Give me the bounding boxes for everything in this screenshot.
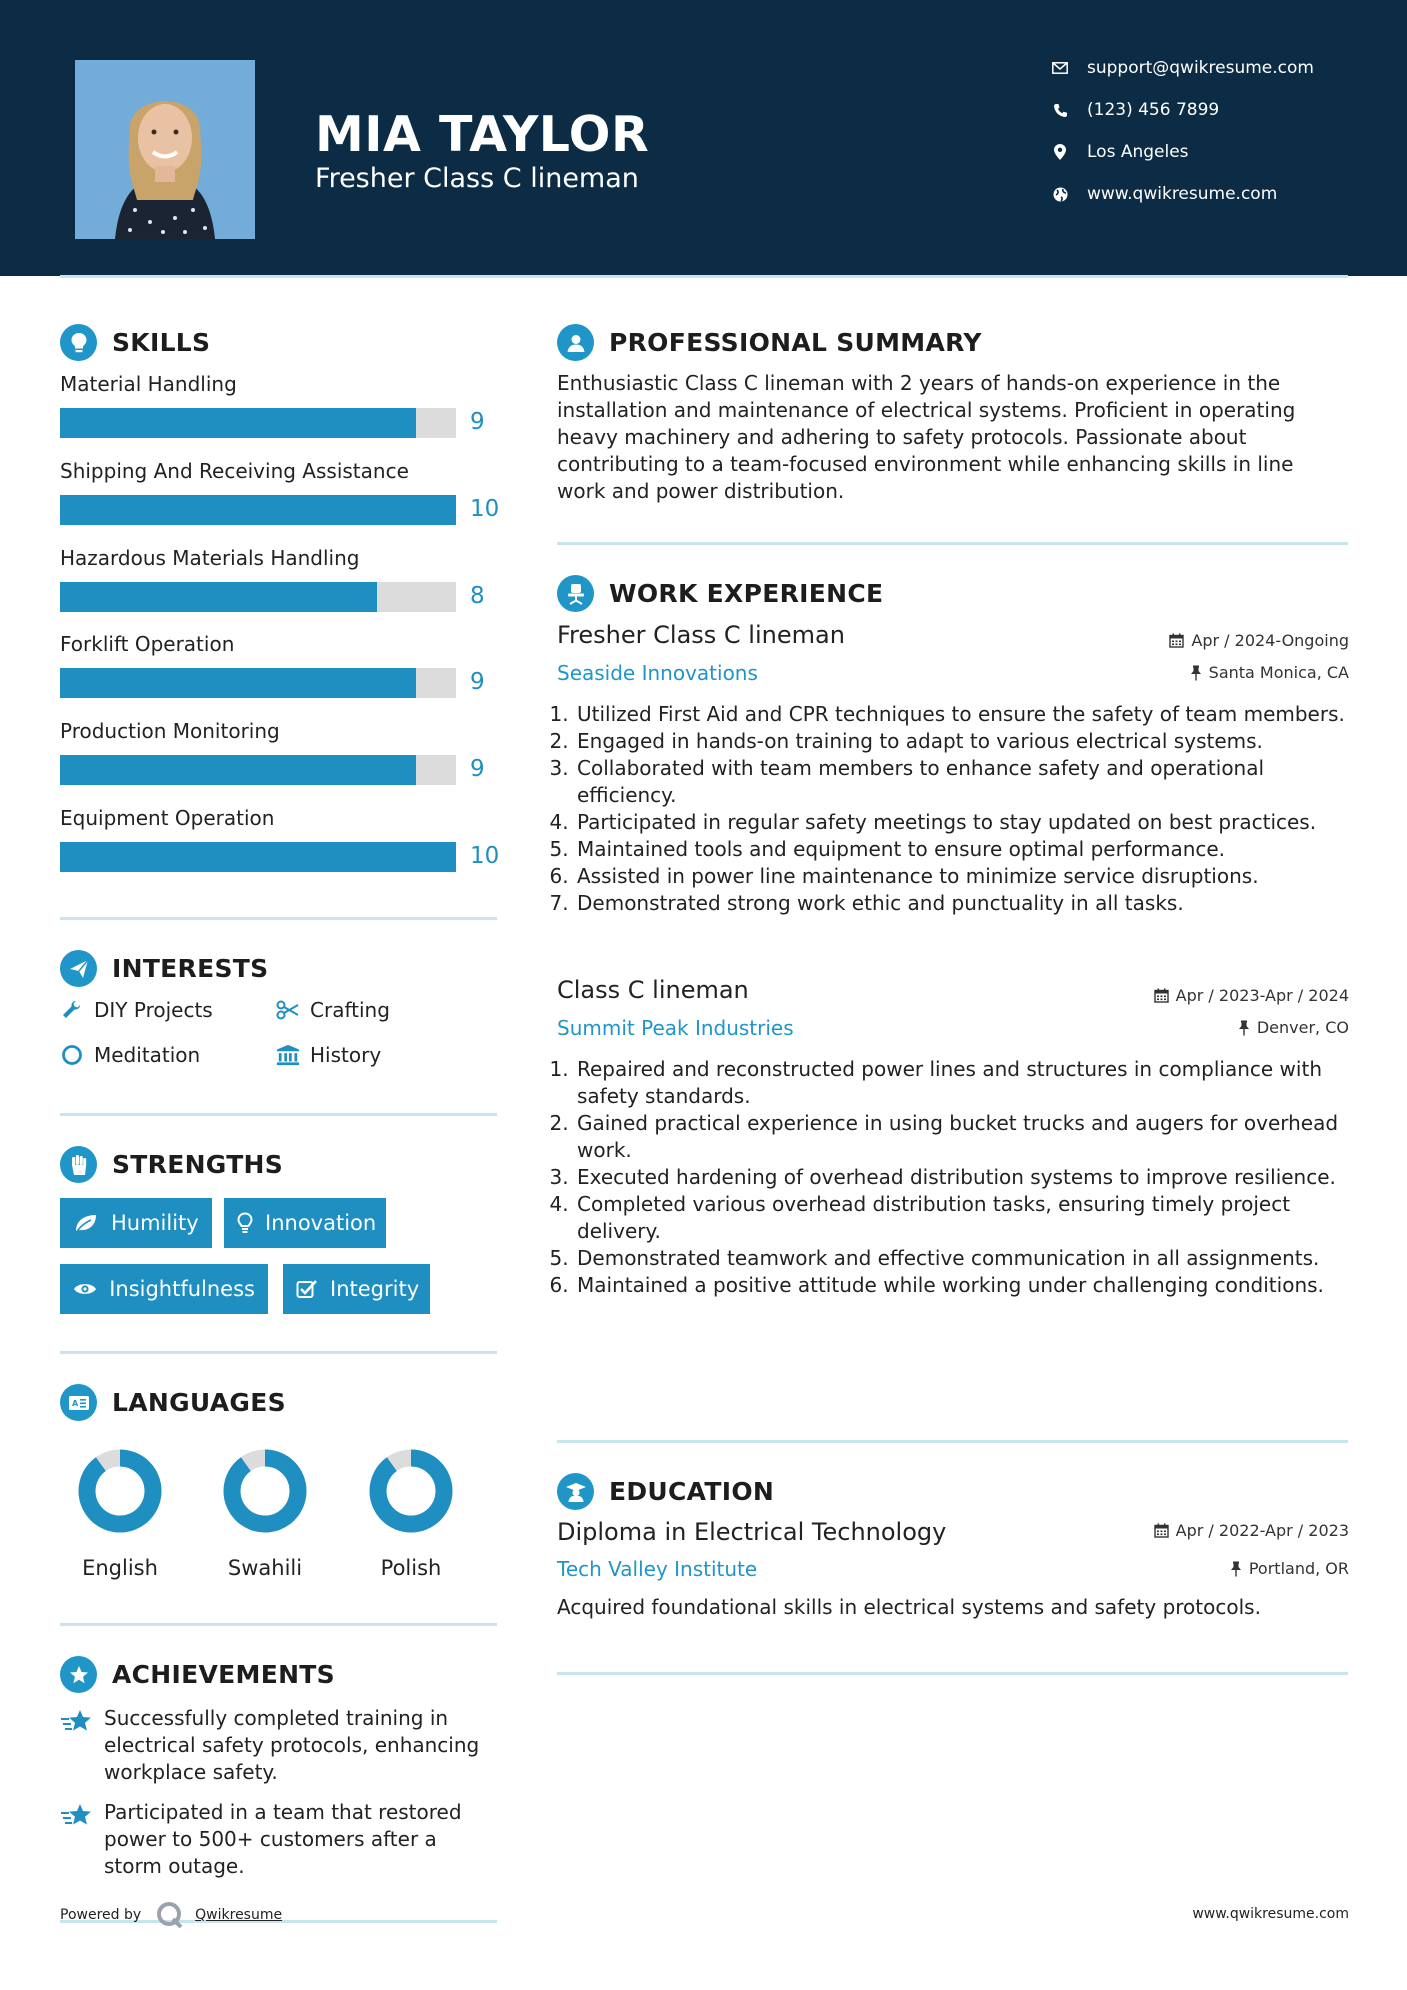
wrench-icon xyxy=(60,998,84,1022)
language-name: English xyxy=(82,1556,158,1580)
achievement-item xyxy=(60,1799,500,1880)
language-donut xyxy=(77,1448,163,1534)
strengths-heading xyxy=(60,1146,283,1183)
duty-item: 3. Collaborated with team members to enhance safety and operational efficiency. xyxy=(575,755,1347,809)
duty-item: 1. Utilized First Aid and CPR techniques to ensure the safety of team members. xyxy=(575,701,1347,728)
interest-label: Meditation xyxy=(94,1043,201,1067)
duty-item: 5. Demonstrated teamwork and effective communication in all assignments. xyxy=(575,1245,1347,1272)
section-divider xyxy=(60,1623,497,1626)
phone-icon xyxy=(1050,100,1070,120)
skill-value: 9 xyxy=(470,756,485,782)
map-pin-icon xyxy=(1050,142,1070,162)
interest-item xyxy=(60,998,213,1022)
job-location-text: Santa Monica, CA xyxy=(1208,663,1349,682)
powered-by xyxy=(60,1900,282,1930)
education-location xyxy=(1230,1559,1349,1578)
interest-label: History xyxy=(310,1043,382,1067)
leaf-icon xyxy=(73,1210,99,1236)
section-divider xyxy=(557,542,1348,545)
globe-icon xyxy=(1050,184,1070,204)
contact-website[interactable] xyxy=(1050,184,1277,204)
contact-email[interactable] xyxy=(1050,58,1314,78)
duty-item: 7. Demonstrated strong work ethic and punctuality in all tasks. xyxy=(575,890,1347,917)
strength-pill xyxy=(60,1264,268,1314)
duty-item: 1. Repaired and reconstructed power lines and structures in compliance with safety standards. xyxy=(575,1056,1347,1110)
strength-label: Insightfulness xyxy=(109,1277,255,1301)
section-divider xyxy=(60,917,497,920)
language-item xyxy=(60,1448,180,1580)
skill-bar xyxy=(60,668,456,698)
duty-item: 4. Participated in regular safety meetings to stay updated on best practices. xyxy=(575,809,1347,836)
summary-text: Enthusiastic Class C lineman with 2 years of hands-on experience in the installation and maintenance of electrical systems. Proficient in operating heavy machinery and adhering to safety protocols. Passionate about contributing to a team-focused environment while enhancing skills in line work and power distribution. xyxy=(557,371,1296,503)
experience-heading xyxy=(557,575,883,612)
summary-title: PROFESSIONAL SUMMARY xyxy=(609,328,982,357)
skill-bar xyxy=(60,755,456,785)
skill-value: 9 xyxy=(470,409,485,435)
summary-heading xyxy=(557,324,982,361)
skills-title: SKILLS xyxy=(112,328,211,357)
job-location xyxy=(1190,663,1349,682)
language-item xyxy=(205,1448,325,1580)
education-school: Tech Valley Institute xyxy=(557,1557,758,1581)
star-badge-icon xyxy=(60,1656,97,1693)
calendar-icon xyxy=(1154,1523,1169,1538)
skill-bar xyxy=(60,408,456,438)
section-divider xyxy=(60,1351,497,1354)
qwikresume-link[interactable]: Qwikresume xyxy=(195,1907,283,1923)
job-date xyxy=(1154,986,1349,1005)
skill-bar-fill xyxy=(60,408,416,438)
job-date-text: Apr / 2023-Apr / 2024 xyxy=(1175,986,1349,1005)
job-location-text: Denver, CO xyxy=(1256,1018,1349,1037)
job-duties xyxy=(557,701,1347,917)
section-divider xyxy=(557,1672,1348,1675)
skill-value: 9 xyxy=(470,669,485,695)
skill-name: Shipping And Receiving Assistance xyxy=(60,459,409,483)
footer-url[interactable]: www.qwikresume.com xyxy=(1192,1906,1349,1922)
interest-label: Crafting xyxy=(310,998,390,1022)
job-duties xyxy=(557,1056,1347,1299)
duty-item: 5. Maintained tools and equipment to ensure optimal performance. xyxy=(575,836,1347,863)
job-company: Seaside Innovations xyxy=(557,661,758,685)
skill-name: Equipment Operation xyxy=(60,806,275,830)
job-title: Fresher Class C lineman xyxy=(557,621,845,649)
language-donut xyxy=(368,1448,454,1534)
skill-bar-fill xyxy=(60,755,416,785)
achievement-text: Successfully completed training in electrical safety protocols, enhancing workplace safety. xyxy=(104,1706,480,1784)
circle-icon xyxy=(60,1043,84,1067)
shooting-star-icon xyxy=(60,1801,96,1837)
contact-website-text: www.qwikresume.com xyxy=(1087,184,1278,204)
svg-text:A: A xyxy=(71,1398,78,1408)
interest-item xyxy=(276,1043,381,1067)
skill-bar-fill xyxy=(60,582,377,612)
skill-value: 10 xyxy=(470,496,500,522)
profile-photo xyxy=(75,60,255,239)
pushpin-icon xyxy=(1230,1561,1242,1577)
contact-location xyxy=(1050,142,1189,162)
qwikresume-logo-icon xyxy=(155,1900,185,1930)
raised-fist-icon xyxy=(60,1146,97,1183)
header-divider xyxy=(60,275,1348,278)
skills-heading xyxy=(60,324,210,361)
checkbox-icon xyxy=(296,1276,318,1302)
skill-name: Hazardous Materials Handling xyxy=(60,546,360,570)
pushpin-icon xyxy=(1238,1020,1250,1036)
skill-bar xyxy=(60,842,456,872)
strengths-title: STRENGTHS xyxy=(112,1150,284,1179)
education-date xyxy=(1154,1521,1349,1540)
interest-label: DIY Projects xyxy=(94,998,213,1022)
interests-heading xyxy=(60,950,268,987)
language-name: Polish xyxy=(380,1556,442,1580)
eye-icon xyxy=(73,1276,97,1302)
skill-value: 8 xyxy=(470,583,485,609)
profile-photo-image xyxy=(75,60,255,239)
contact-phone[interactable] xyxy=(1050,100,1219,120)
achievements-title: ACHIEVEMENTS xyxy=(112,1660,335,1689)
achievement-text: Participated in a team that restored power to 500+ customers after a storm outage. xyxy=(104,1800,462,1878)
section-divider xyxy=(557,1440,1348,1443)
interest-item xyxy=(276,998,390,1022)
lightbulb-icon xyxy=(237,1210,253,1236)
job-date-text: Apr / 2024-Ongoing xyxy=(1191,631,1349,650)
education-location-text: Portland, OR xyxy=(1248,1559,1349,1578)
language-name: Swahili xyxy=(227,1556,303,1580)
duty-item: 3. Executed hardening of overhead distribution systems to improve resilience. xyxy=(575,1164,1347,1191)
resume-header xyxy=(0,0,1407,276)
strength-label: Innovation xyxy=(265,1211,377,1235)
education-title: EDUCATION xyxy=(609,1477,775,1506)
language-item xyxy=(351,1448,471,1580)
skill-bar-fill xyxy=(60,842,456,872)
lightbulb-icon xyxy=(60,324,97,361)
contact-location-text: Los Angeles xyxy=(1087,142,1189,162)
contact-phone-text: (123) 456 7899 xyxy=(1087,100,1220,120)
paper-plane-icon xyxy=(60,950,97,987)
skill-name: Material Handling xyxy=(60,372,237,396)
pushpin-icon xyxy=(1190,665,1202,681)
education-heading xyxy=(557,1473,774,1510)
experience-title: WORK EXPERIENCE xyxy=(609,579,884,608)
interests-title: INTERESTS xyxy=(112,954,269,983)
skill-bar xyxy=(60,582,456,612)
candidate-name: MIA TAYLOR xyxy=(315,106,650,163)
skill-name: Forklift Operation xyxy=(60,632,235,656)
office-chair-icon xyxy=(557,575,594,612)
strength-pill xyxy=(283,1264,430,1314)
shooting-star-icon xyxy=(60,1707,96,1743)
language-donut xyxy=(222,1448,308,1534)
achievement-item xyxy=(60,1705,500,1786)
skill-name: Production Monitoring xyxy=(60,719,280,743)
job-date xyxy=(1169,631,1349,650)
strength-label: Humility xyxy=(111,1211,199,1235)
contact-email-text: support@qwikresume.com xyxy=(1087,58,1314,78)
job-location xyxy=(1238,1018,1349,1037)
languages-title: LANGUAGES xyxy=(112,1388,286,1417)
interest-item xyxy=(60,1043,200,1067)
languages-heading xyxy=(60,1384,286,1421)
language-card-icon xyxy=(60,1384,97,1421)
skill-bar xyxy=(60,495,456,525)
museum-icon xyxy=(276,1043,300,1067)
strength-label: Integrity xyxy=(330,1277,420,1301)
section-divider xyxy=(60,1113,497,1116)
candidate-role: Fresher Class C lineman xyxy=(315,163,639,194)
strength-pill xyxy=(224,1198,386,1248)
duty-item: 2. Engaged in hands-on training to adapt to various electrical systems. xyxy=(575,728,1347,755)
job-company: Summit Peak Industries xyxy=(557,1016,794,1040)
user-icon xyxy=(557,324,594,361)
scissors-icon xyxy=(276,998,300,1022)
duty-item: 6. Assisted in power line maintenance to minimize service disruptions. xyxy=(575,863,1347,890)
graduate-icon xyxy=(557,1473,594,1510)
envelope-icon xyxy=(1050,58,1070,78)
duty-item: 2. Gained practical experience in using bucket trucks and augers for overhead work. xyxy=(575,1110,1347,1164)
duty-item: 6. Maintained a positive attitude while working under challenging conditions. xyxy=(575,1272,1347,1299)
strength-pill xyxy=(60,1198,212,1248)
duty-item: 4. Completed various overhead distribution tasks, ensuring timely project delivery. xyxy=(575,1191,1347,1245)
powered-by-label: Powered by xyxy=(60,1907,142,1923)
calendar-icon xyxy=(1169,633,1184,648)
skill-value: 10 xyxy=(470,843,500,869)
skill-bar-fill xyxy=(60,668,416,698)
achievements-heading xyxy=(60,1656,335,1693)
education-description: Acquired foundational skills in electrical systems and safety protocols. xyxy=(557,1595,1261,1619)
education-degree: Diploma in Electrical Technology xyxy=(557,1518,947,1546)
education-date-text: Apr / 2022-Apr / 2023 xyxy=(1175,1521,1349,1540)
calendar-icon xyxy=(1154,988,1169,1003)
skill-bar-fill xyxy=(60,495,456,525)
job-title: Class C lineman xyxy=(557,976,749,1004)
